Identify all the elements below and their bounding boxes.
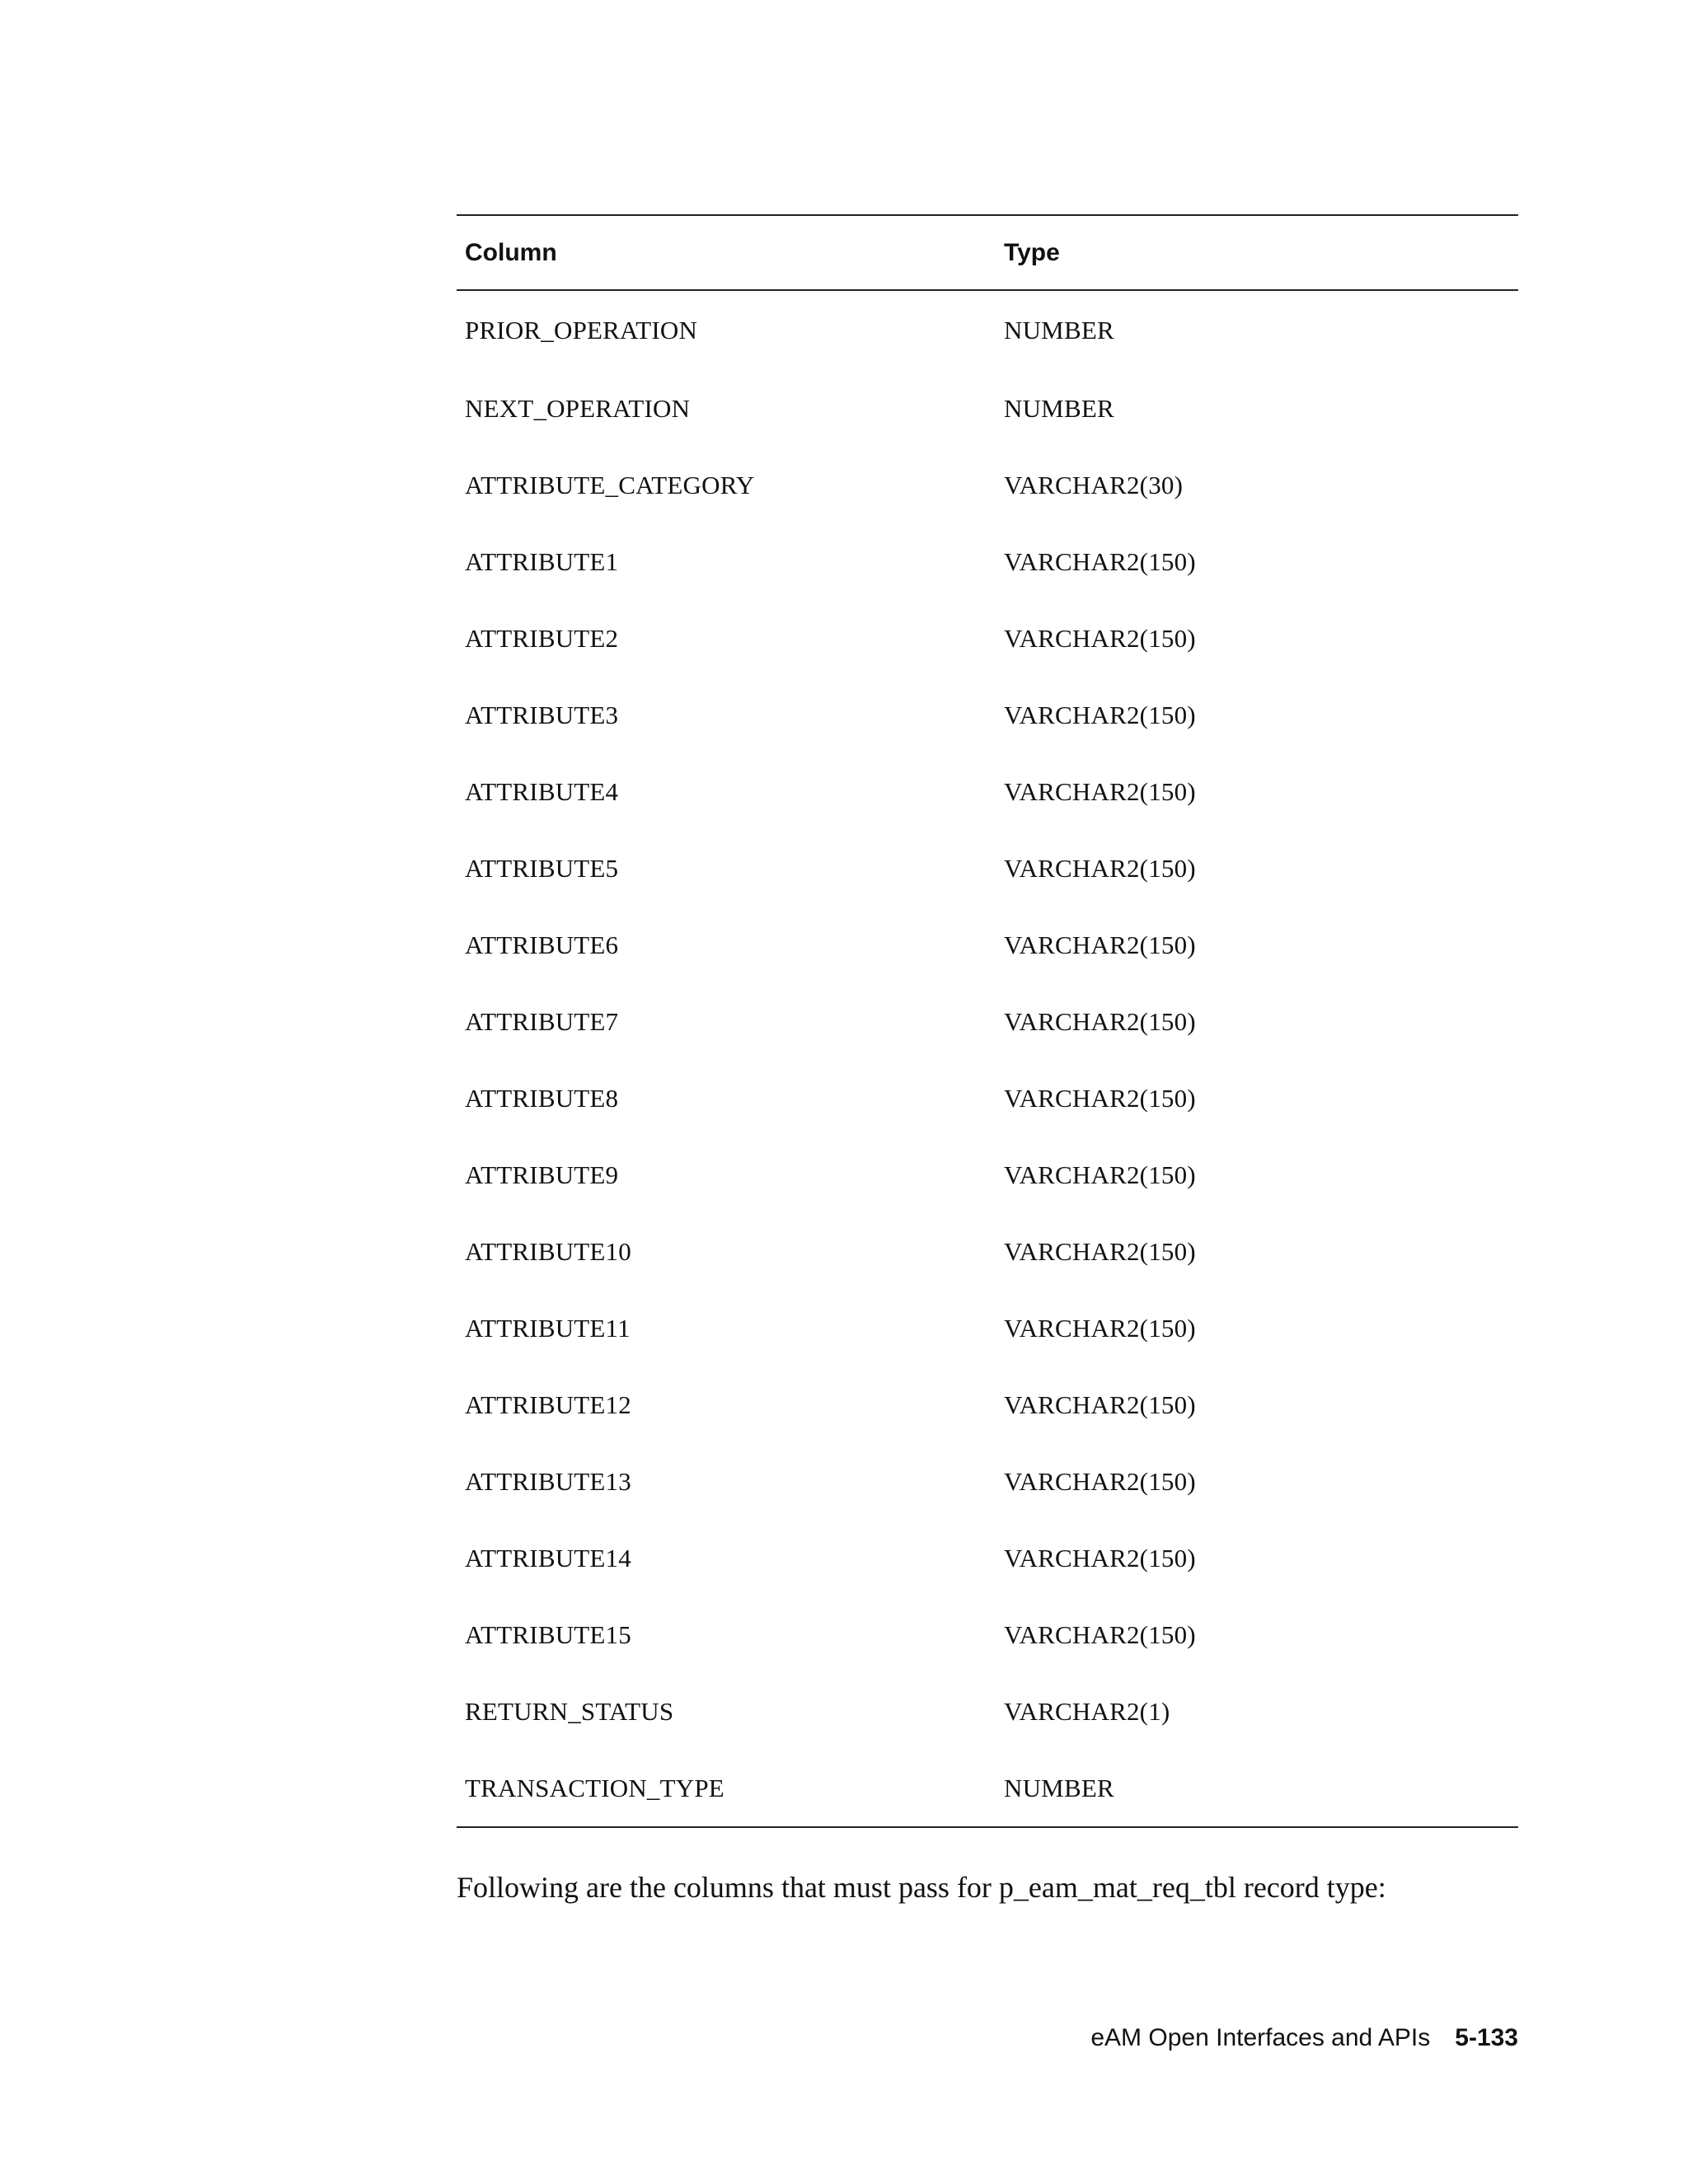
- column-cell: ATTRIBUTE13: [465, 1466, 631, 1496]
- column-cell: TRANSACTION_TYPE: [465, 1773, 724, 1802]
- column-cell: PRIOR_OPERATION: [465, 316, 698, 344]
- column-type-table-container: [457, 214, 1518, 1828]
- column-cell: ATTRIBUTE11: [465, 1313, 631, 1343]
- table-row: [457, 1750, 1518, 1827]
- table-row: [457, 1673, 1518, 1750]
- column-cell: RETURN_STATUS: [465, 1696, 674, 1726]
- table-row: [457, 600, 1518, 677]
- body-paragraph: Following are the columns that must pass for p_eam_mat_req_tbl record type:: [457, 1871, 1386, 1904]
- type-cell: VARCHAR2(150): [1004, 1543, 1196, 1572]
- table-row: [457, 1213, 1518, 1290]
- column-cell: ATTRIBUTE1: [465, 546, 619, 576]
- column-cell: ATTRIBUTE15: [465, 1619, 631, 1649]
- column-cell: ATTRIBUTE12: [465, 1390, 631, 1419]
- page-footer: [1090, 2024, 1518, 2052]
- column-cell: ATTRIBUTE5: [465, 853, 619, 883]
- type-cell: VARCHAR2(150): [1004, 853, 1196, 883]
- table-row: [457, 1596, 1518, 1673]
- type-cell: VARCHAR2(150): [1004, 1083, 1196, 1113]
- type-cell: VARCHAR2(150): [1004, 546, 1196, 576]
- table-row: [457, 370, 1518, 447]
- table-row: [457, 1520, 1518, 1596]
- table-row: [457, 523, 1518, 600]
- table-body: [457, 290, 1518, 1827]
- table-row: [457, 1137, 1518, 1213]
- type-cell: VARCHAR2(150): [1004, 700, 1196, 729]
- column-cell: ATTRIBUTE_CATEGORY: [465, 470, 755, 499]
- table-row: [457, 1443, 1518, 1520]
- column-cell: ATTRIBUTE14: [465, 1543, 631, 1572]
- column-cell: ATTRIBUTE7: [465, 1006, 619, 1036]
- type-cell: VARCHAR2(150): [1004, 1006, 1196, 1036]
- table-row: [457, 830, 1518, 907]
- table-row: [457, 753, 1518, 830]
- table-row: [457, 1366, 1518, 1443]
- table-row: [457, 1290, 1518, 1366]
- type-cell: VARCHAR2(150): [1004, 1390, 1196, 1419]
- column-cell: NEXT_OPERATION: [465, 393, 691, 423]
- column-cell: ATTRIBUTE10: [465, 1236, 631, 1266]
- type-cell: VARCHAR2(150): [1004, 1313, 1196, 1343]
- type-cell: VARCHAR2(150): [1004, 930, 1196, 959]
- table-row: [457, 1060, 1518, 1137]
- footer-title: eAM Open Interfaces and APIs: [1090, 2024, 1431, 2051]
- type-cell: VARCHAR2(150): [1004, 1466, 1196, 1496]
- type-cell: VARCHAR2(150): [1004, 1160, 1196, 1189]
- column-cell: ATTRIBUTE3: [465, 700, 619, 729]
- type-cell: VARCHAR2(150): [1004, 776, 1196, 806]
- type-cell: VARCHAR2(150): [1004, 623, 1196, 653]
- column-cell: ATTRIBUTE4: [465, 776, 619, 806]
- column-cell: ATTRIBUTE9: [465, 1160, 619, 1189]
- type-cell: VARCHAR2(150): [1004, 1619, 1196, 1649]
- table-row: [457, 907, 1518, 983]
- column-cell: ATTRIBUTE2: [465, 623, 619, 653]
- type-cell: VARCHAR2(30): [1004, 470, 1184, 499]
- type-cell: NUMBER: [1004, 316, 1114, 344]
- column-cell: ATTRIBUTE6: [465, 930, 619, 959]
- type-cell: NUMBER: [1004, 393, 1114, 423]
- table-row: [457, 983, 1518, 1060]
- column-cell: ATTRIBUTE8: [465, 1083, 619, 1113]
- type-cell: VARCHAR2(1): [1004, 1696, 1170, 1726]
- type-cell: NUMBER: [1004, 1773, 1114, 1802]
- page-number: 5-133: [1455, 2024, 1518, 2051]
- type-cell: VARCHAR2(150): [1004, 1236, 1196, 1266]
- type-header: Type: [1004, 238, 1060, 266]
- table-row: [457, 447, 1518, 523]
- column-type-table: [457, 214, 1518, 1828]
- table-row: [457, 290, 1518, 370]
- column-header: Column: [465, 238, 557, 266]
- table-header-row: [457, 215, 1518, 290]
- table-row: [457, 677, 1518, 753]
